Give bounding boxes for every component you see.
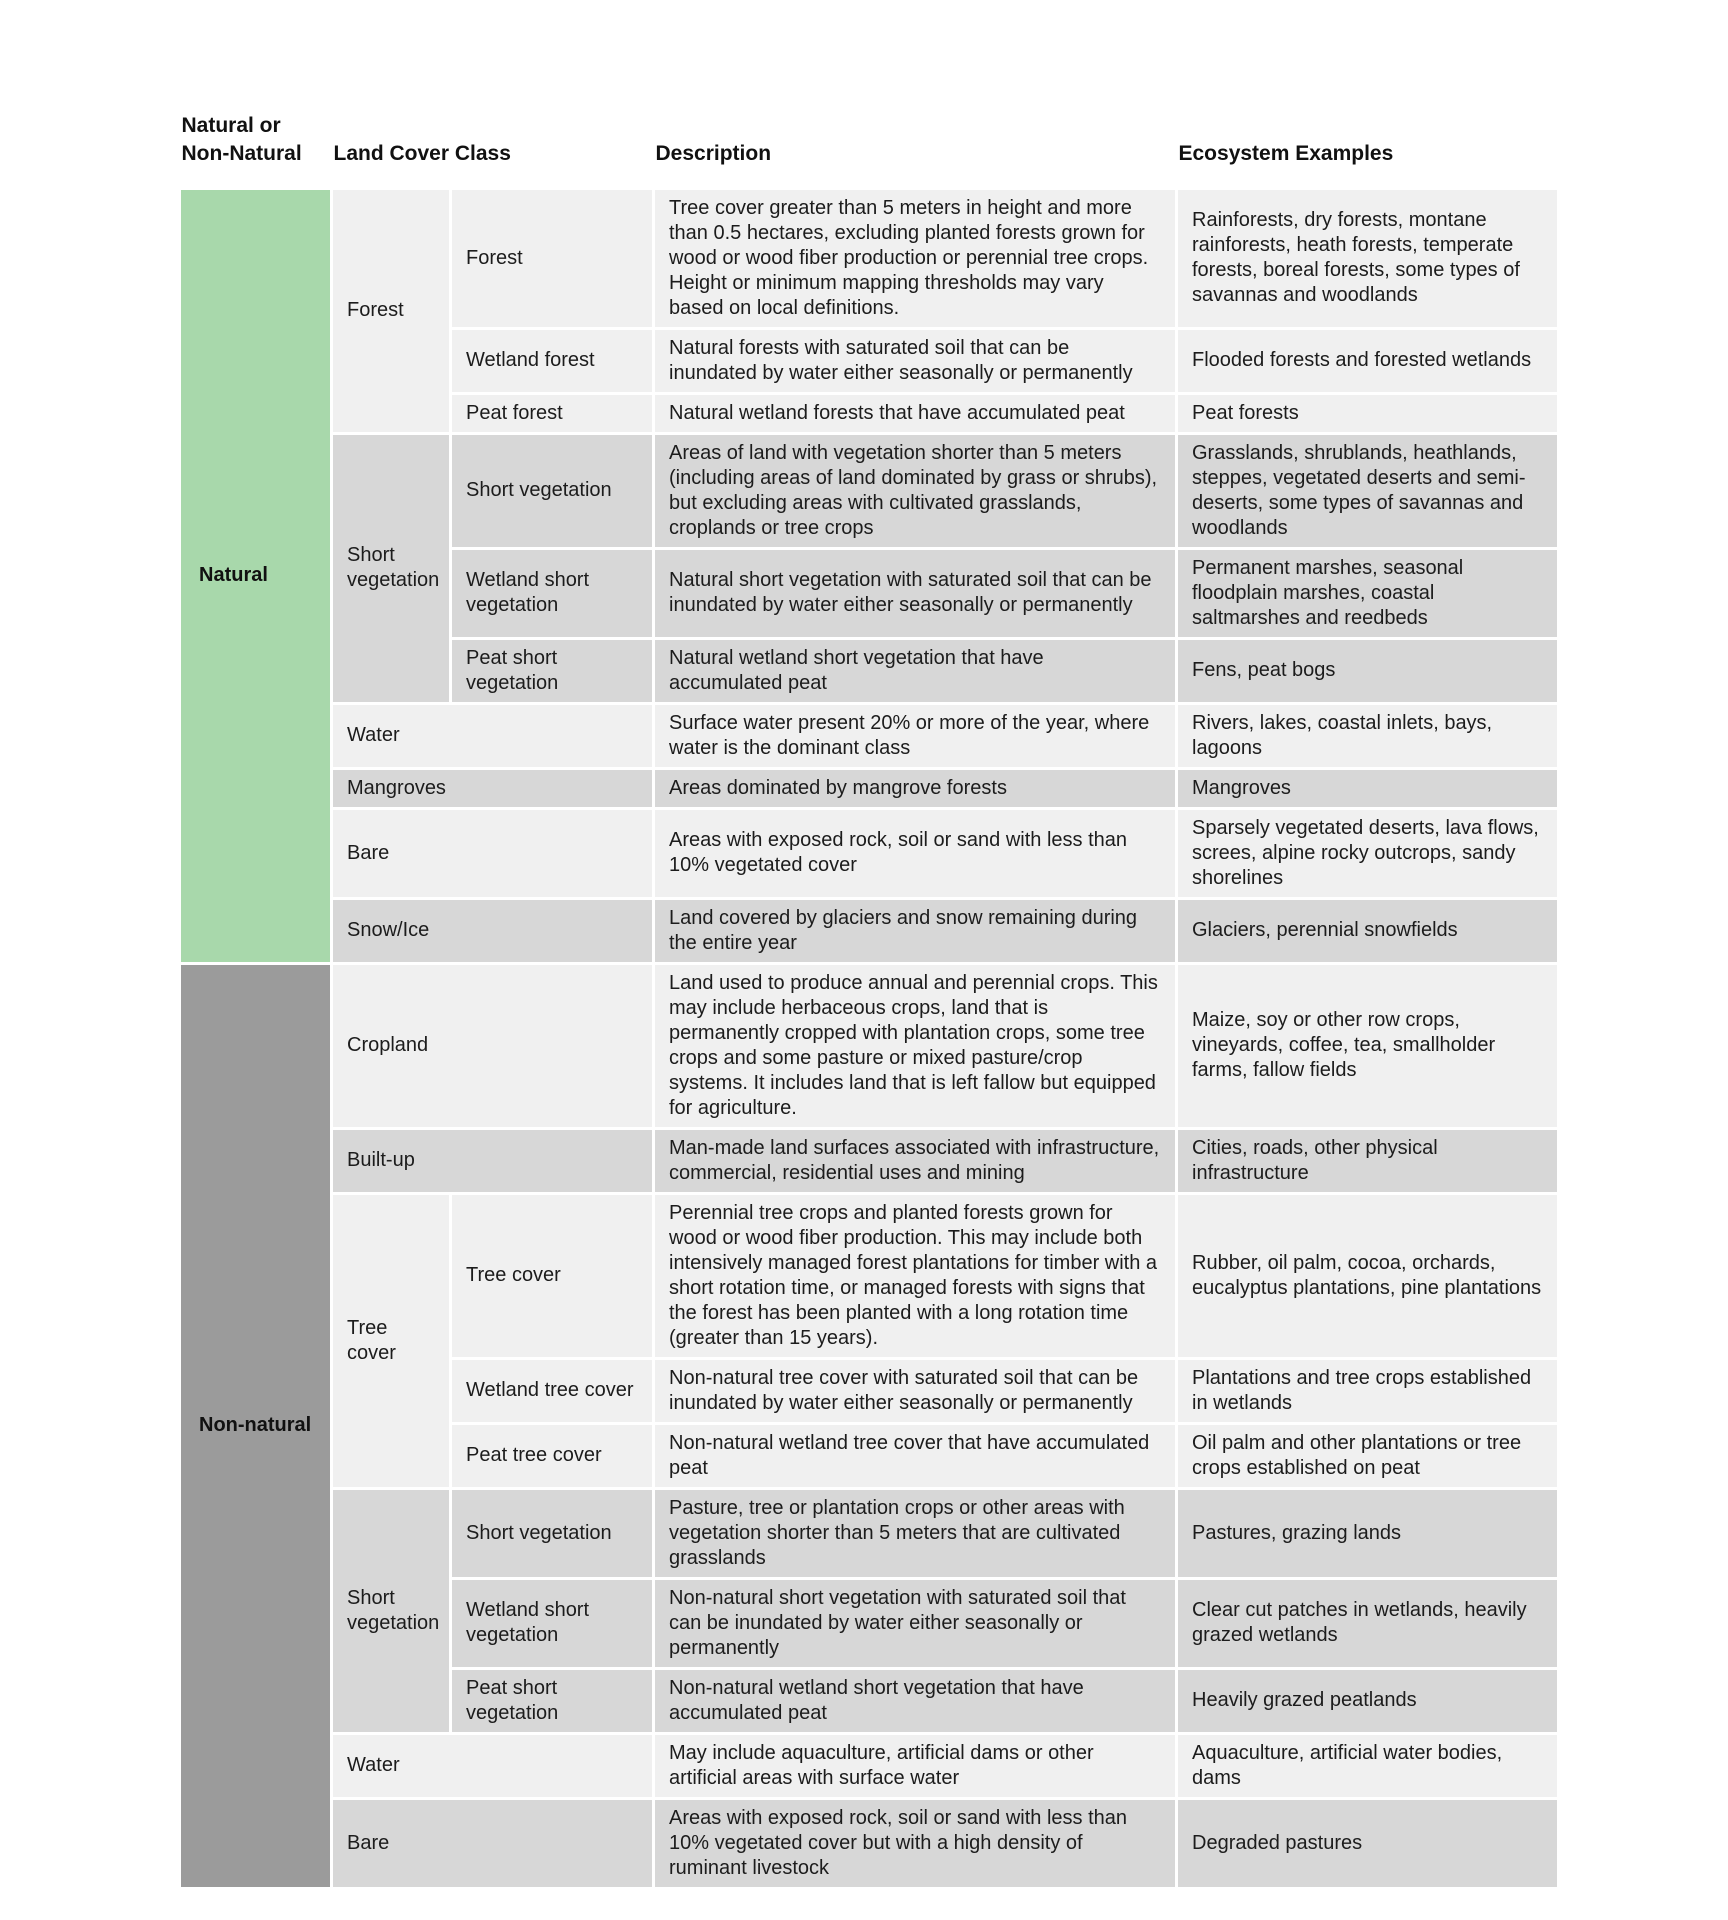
- class-cell: Built-up: [332, 1128, 654, 1193]
- class-cell: Peat tree cover: [451, 1423, 654, 1488]
- description-cell: Areas of land with vegetation shorter than 5 meters (including areas of land dominated by grass or shrubs), but excluding areas with cultivated grasslands, croplands or tree crops: [654, 433, 1177, 548]
- class-cell: Forest: [451, 188, 654, 328]
- examples-cell: Cities, roads, other physical infrastructure: [1177, 1128, 1559, 1193]
- examples-cell: Pastures, grazing lands: [1177, 1488, 1559, 1578]
- examples-cell: Grasslands, shrublands, heathlands, steppes, vegetated deserts and semi-deserts, some types of savannas and woodlands: [1177, 433, 1559, 548]
- table-header-row: [180, 112, 1559, 188]
- class-cell: Mangroves: [332, 768, 654, 808]
- class-cell: Short vegetation: [451, 433, 654, 548]
- group-cell-natural: Natural: [180, 188, 332, 963]
- class-cell: Peat short vegetation: [451, 638, 654, 703]
- table-row: [180, 1128, 1559, 1193]
- examples-cell: Aquaculture, artificial water bodies, dams: [1177, 1733, 1559, 1798]
- class-cell: Peat short vegetation: [451, 1668, 654, 1733]
- description-cell: Tree cover greater than 5 meters in height and more than 0.5 hectares, excluding planted forests grown for wood or wood fiber production or perennial tree crops. Height or minimum mapping thresholds may vary based on local definitions.: [654, 188, 1177, 328]
- description-cell: Areas with exposed rock, soil or sand with less than 10% vegetated cover: [654, 808, 1177, 898]
- examples-cell: Permanent marshes, seasonal floodplain marshes, coastal saltmarshes and reedbeds: [1177, 548, 1559, 638]
- table-row: [180, 768, 1559, 808]
- description-cell: Natural forests with saturated soil that can be inundated by water either seasonally or permanently: [654, 328, 1177, 393]
- examples-cell: Mangroves: [1177, 768, 1559, 808]
- examples-cell: Degraded pastures: [1177, 1798, 1559, 1888]
- document-page: [178, 112, 1560, 1890]
- parent-class-cell: Short vegetation: [332, 433, 451, 703]
- class-cell: Water: [332, 1733, 654, 1798]
- examples-cell: Oil palm and other plantations or tree crops established on peat: [1177, 1423, 1559, 1488]
- class-cell: Wetland forest: [451, 328, 654, 393]
- table-row: [180, 808, 1559, 898]
- table-row: [180, 1798, 1559, 1888]
- examples-cell: Rainforests, dry forests, montane rainforests, heath forests, temperate forests, boreal forests, some types of savannas and woodlands: [1177, 188, 1559, 328]
- description-cell: Land covered by glaciers and snow remaining during the entire year: [654, 898, 1177, 963]
- description-cell: Perennial tree crops and planted forests grown for wood or wood fiber production. This may include both intensively managed forest plantations for timber with a short rotation time, or managed forests with signs that the forest has been planted with a long rotation time (greater than 15 years).: [654, 1193, 1177, 1358]
- examples-cell: Flooded forests and forested wetlands: [1177, 328, 1559, 393]
- description-cell: Non-natural short vegetation with saturated soil that can be inundated by water either seasonally or permanently: [654, 1578, 1177, 1668]
- class-cell: Short vegetation: [451, 1488, 654, 1578]
- examples-cell: Plantations and tree crops established in wetlands: [1177, 1358, 1559, 1423]
- examples-cell: Rubber, oil palm, cocoa, orchards, eucalyptus plantations, pine plantations: [1177, 1193, 1559, 1358]
- table-row: [180, 898, 1559, 963]
- table-row: [180, 963, 1559, 1128]
- description-cell: Man-made land surfaces associated with infrastructure, commercial, residential uses and mining: [654, 1128, 1177, 1193]
- land-cover-table: [178, 112, 1560, 1890]
- description-cell: Natural wetland short vegetation that have accumulated peat: [654, 638, 1177, 703]
- description-cell: Natural wetland forests that have accumulated peat: [654, 393, 1177, 433]
- description-cell: Land used to produce annual and perennial crops. This may include herbaceous crops, land that is permanently cropped with plantation crops, some tree crops and some pasture or mixed pasture/crop systems. It includes land that is left fallow but equipped for agriculture.: [654, 963, 1177, 1128]
- class-cell: Wetland short vegetation: [451, 1578, 654, 1668]
- description-cell: Areas with exposed rock, soil or sand with less than 10% vegetated cover but with a high density of ruminant livestock: [654, 1798, 1177, 1888]
- parent-class-cell: Tree cover: [332, 1193, 451, 1488]
- examples-cell: Rivers, lakes, coastal inlets, bays, lagoons: [1177, 703, 1559, 768]
- class-cell: Water: [332, 703, 654, 768]
- table-row: [180, 1193, 1559, 1358]
- class-cell: Peat forest: [451, 393, 654, 433]
- group-cell-non-natural: Non-natural: [180, 963, 332, 1888]
- parent-class-cell: Short vegetation: [332, 1488, 451, 1733]
- examples-cell: Maize, soy or other row crops, vineyards, coffee, tea, smallholder farms, fallow fields: [1177, 963, 1559, 1128]
- description-cell: Natural short vegetation with saturated soil that can be inundated by water either seasonally or permanently: [654, 548, 1177, 638]
- class-cell: Tree cover: [451, 1193, 654, 1358]
- table-row: [180, 1733, 1559, 1798]
- header-land-cover-class: Land Cover Class: [332, 112, 654, 188]
- description-cell: Areas dominated by mangrove forests: [654, 768, 1177, 808]
- header-natural-or-non-natural: Natural or Non-Natural: [180, 112, 332, 188]
- class-cell: Wetland tree cover: [451, 1358, 654, 1423]
- class-cell: Snow/Ice: [332, 898, 654, 963]
- examples-cell: Peat forests: [1177, 393, 1559, 433]
- header-ecosystem-examples: Ecosystem Examples: [1177, 112, 1559, 188]
- description-cell: Non-natural tree cover with saturated soil that can be inundated by water either seasonally or permanently: [654, 1358, 1177, 1423]
- table-row: [180, 1488, 1559, 1578]
- class-cell: Bare: [332, 808, 654, 898]
- table-row: [180, 188, 1559, 328]
- class-cell: Wetland short vegetation: [451, 548, 654, 638]
- class-cell: Cropland: [332, 963, 654, 1128]
- description-cell: Pasture, tree or plantation crops or other areas with vegetation shorter than 5 meters that are cultivated grasslands: [654, 1488, 1177, 1578]
- table-row: [180, 433, 1559, 548]
- parent-class-cell: Forest: [332, 188, 451, 433]
- description-cell: May include aquaculture, artificial dams or other artificial areas with surface water: [654, 1733, 1177, 1798]
- examples-cell: Sparsely vegetated deserts, lava flows, screes, alpine rocky outcrops, sandy shorelines: [1177, 808, 1559, 898]
- description-cell: Non-natural wetland tree cover that have accumulated peat: [654, 1423, 1177, 1488]
- description-cell: Non-natural wetland short vegetation that have accumulated peat: [654, 1668, 1177, 1733]
- description-cell: Surface water present 20% or more of the year, where water is the dominant class: [654, 703, 1177, 768]
- examples-cell: Clear cut patches in wetlands, heavily grazed wetlands: [1177, 1578, 1559, 1668]
- table-row: [180, 703, 1559, 768]
- class-cell: Bare: [332, 1798, 654, 1888]
- header-description: Description: [654, 112, 1177, 188]
- examples-cell: Glaciers, perennial snowfields: [1177, 898, 1559, 963]
- examples-cell: Heavily grazed peatlands: [1177, 1668, 1559, 1733]
- examples-cell: Fens, peat bogs: [1177, 638, 1559, 703]
